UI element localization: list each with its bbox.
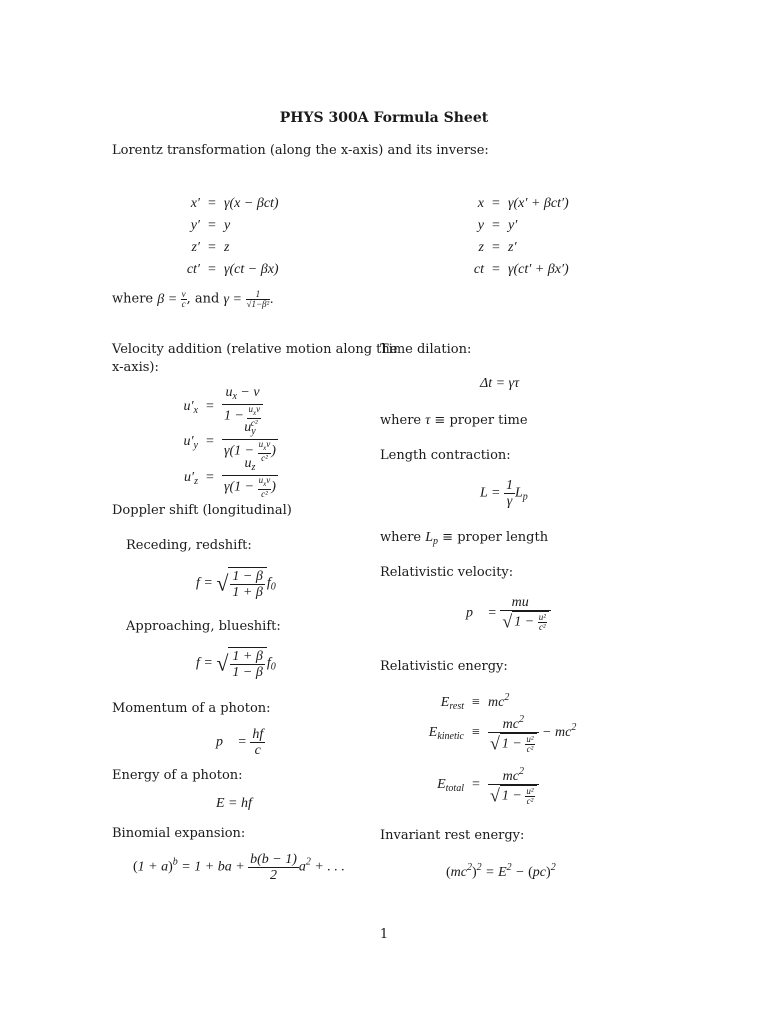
doppler-approaching-formula: f = √ $\frac{1 + \beta}{1 - \beta}$ $f_0$	[196, 649, 276, 680]
photon-energy-formula: E = hf	[216, 796, 252, 811]
photon-momentum-label: Momentum of a photon:	[112, 701, 271, 716]
velocity-addition-label-2: x-axis):	[112, 360, 159, 375]
lorentz-forward-equations: x′ = γ(x − βct) y′ = y z′ = z ct′ = γ(ct − βx)	[186, 196, 279, 277]
velocity-addition-label-1: Velocity addition (relative motion along the	[112, 342, 398, 357]
time-dilation-formula: Δt = γτ	[480, 376, 520, 391]
time-dilation-where: where τ ≡ proper time	[380, 413, 528, 428]
lorentz-inverse-equations: x = γ(x′ + βct′) y = y′ z = z′ ct = γ(ct′ + βx′)	[473, 196, 569, 277]
binomial-label: Binomial expansion:	[112, 826, 246, 841]
length-contraction-where-text: where	[380, 530, 422, 545]
time-dilation-where-rest: proper time	[449, 413, 528, 428]
where-prefix: where	[112, 291, 154, 307]
photon-momentum-formula: p⃗ = $\frac{hf}{c}$	[216, 727, 264, 758]
relativistic-energy-kinetic: $E_{kinetic}$ ≡ $mc^2$ √ 1 − $\frac{\text{u²}}{\text{c²}}$ − $mc^2$	[428, 714, 577, 754]
velocity-addition-ux: $u'_x$ = $u_x - v$ 1 − $\frac{u_xv}{\text{c²}}$	[178, 385, 263, 428]
invariant-label: Invariant rest energy:	[380, 828, 525, 843]
length-contraction-where-rest: proper length	[457, 530, 549, 545]
time-dilation-where-text: where	[380, 413, 422, 428]
doppler-receding-formula: f = √ $\frac{1 - \beta}{1 + \beta}$ $f_0$	[196, 569, 276, 600]
relativistic-velocity-formula: p⃗ = mu⃗ √ 1 − $\frac{\text{u²}}{\text{c²}}$	[466, 595, 551, 632]
relativistic-energy-label: Relativistic energy:	[380, 659, 508, 674]
where-and: , and	[186, 291, 220, 307]
velocity-addition-uz: $u'_z$ = $u_z$ γ(1 − $\frac{u_xv}{\text{c²}}$ )	[184, 456, 276, 499]
velocity-addition-uy: $u'_y$ = $u_y$ γ(1 − $\frac{u_xv}{\text{c²}}$ )	[183, 420, 276, 463]
lorentz-intro: Lorentz transformation (along the x-axis) and its inverse:	[112, 143, 489, 158]
invariant-formula: $(mc^2)^2 = E^2 - (pc)^2$	[446, 862, 556, 880]
doppler-approaching-label: Approaching, blueshift:	[126, 619, 281, 634]
lorentz-where-line: where β = $\frac{v}{c}$ , and γ = $\frac{1}{\text{√1−β²}}$ .	[112, 289, 274, 309]
relativistic-energy-rest: $E_{rest} \equiv mc^2$	[440, 692, 510, 712]
page-number: 1	[379, 927, 389, 942]
relativistic-velocity-label: Relativistic velocity:	[380, 565, 514, 580]
page-title: PHYS 300A Formula Sheet	[279, 110, 489, 126]
length-contraction-label: Length contraction:	[380, 448, 511, 463]
length-contraction-where: where $L_p$ ≡ proper length	[380, 530, 549, 547]
length-contraction-formula: L = $\frac{1}{\gamma}$ $L_p$	[480, 478, 528, 509]
time-dilation-label: Time dilation:	[380, 342, 472, 357]
doppler-label: Doppler shift (longitudinal)	[112, 503, 292, 518]
photon-energy-label: Energy of a photon:	[112, 768, 243, 783]
binomial-formula: $(1 + a)^b = 1$ + ba + $\frac{b(b - 1)}{2}$ $a^2$ + . . .	[133, 852, 345, 883]
doppler-receding-label: Receding, redshift:	[126, 538, 252, 553]
relativistic-energy-total: $E_{total}$ = $mc^2$ √ 1 − $\frac{\text{u²}}{\text{c²}}$	[414, 764, 539, 806]
